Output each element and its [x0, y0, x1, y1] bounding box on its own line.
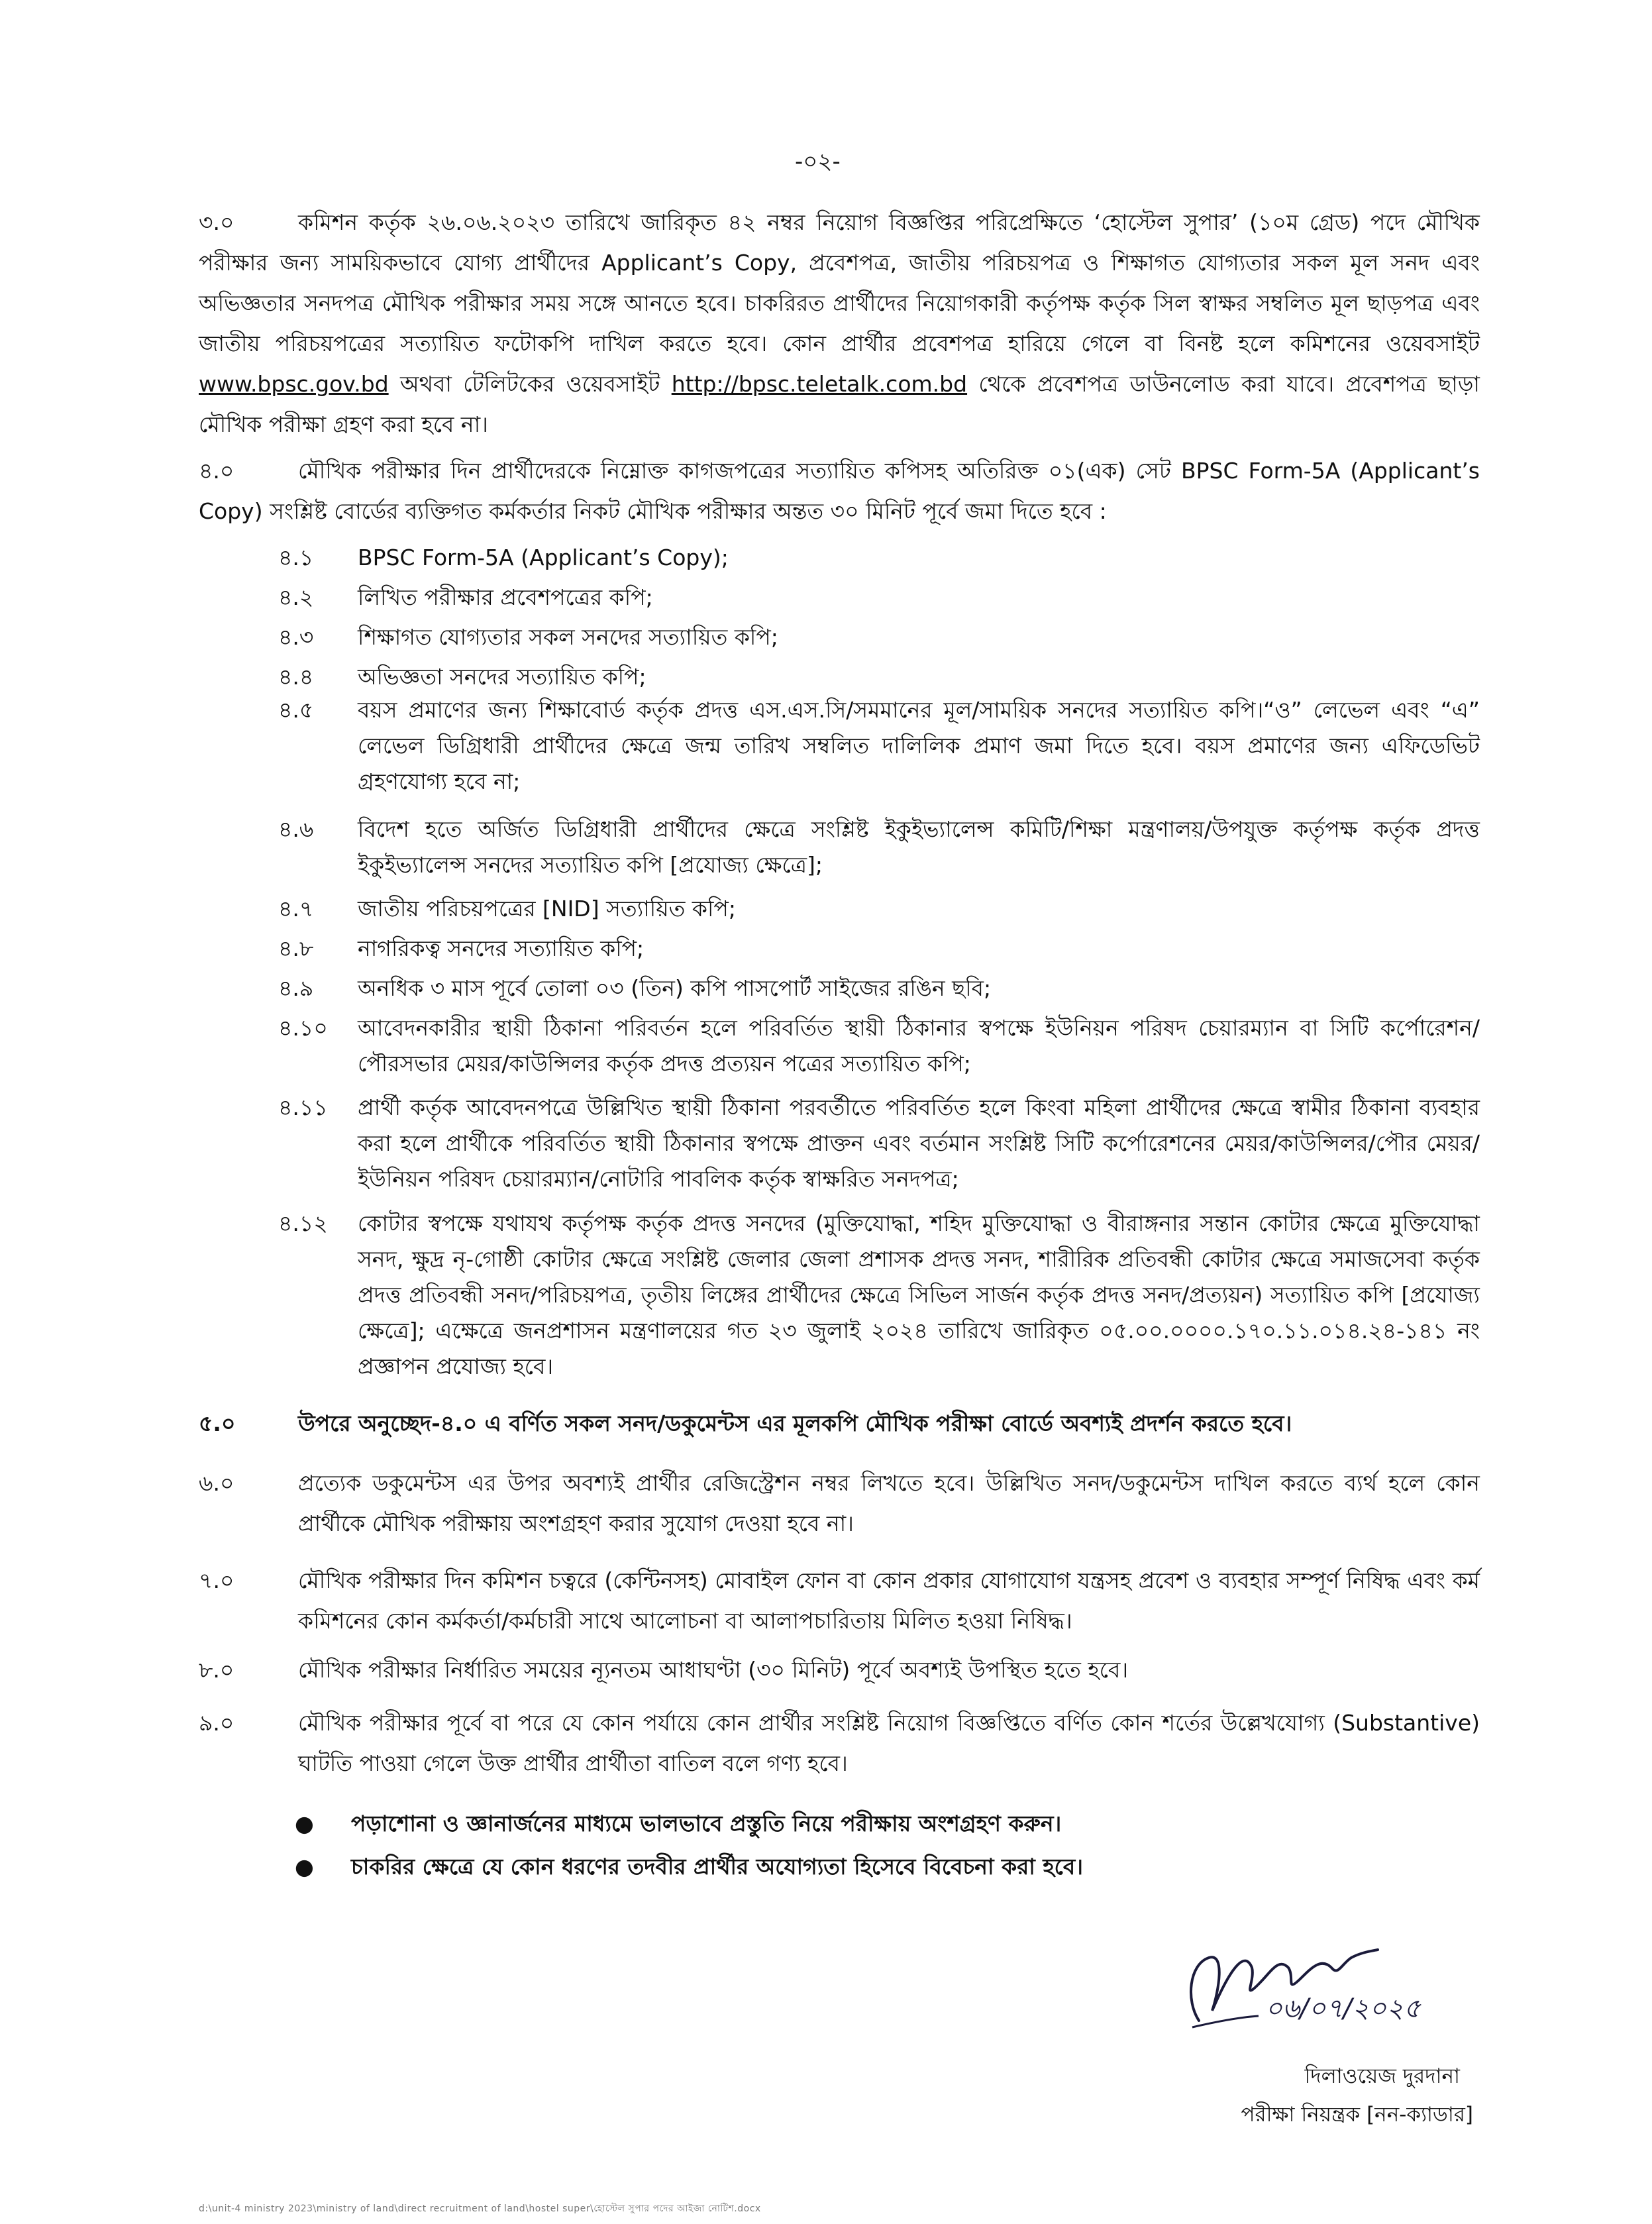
paragraph-text: মৌখিক পরীক্ষার পূর্বে বা পরে যে কোন পর্যায়ে কোন প্রার্থীর সংশ্লিষ্ট নিয়োগ বিজ্ঞপ্তিতে বর্ণিত কোন শর্তের উল্লেখযোগ্য (Substantive) ঘাটতি পাওয়া গেলে উক্ত প্রার্থীর প্রার্থীতা বাতিল বলে গণ্য হবে। — [298, 1710, 1480, 1776]
paragraph-4 — [199, 450, 1480, 531]
file-path-footer: d:\unit-4 ministry 2023\ministry of land\direct recruitment of land\hostel super\হোস্টেল সুপার পদের আইজা নোটিশ.docx — [199, 2203, 761, 2214]
paragraph-text: প্রত্যেক ডকুমেন্টস এর উপর অবশ্যই প্রার্থীর রেজিস্ট্রেশন নম্বর লিখতে হবে। উল্লিখিত সনদ/ডকুমেন্টস দাখিল করতে ব্যর্থ হলে কোন প্রার্থীকে মৌখিক পরীক্ষায় অংশগ্রহণ করার সুযোগ দেওয়া হবে না। — [298, 1470, 1480, 1536]
subitem-4-9 — [278, 971, 1480, 1006]
subitem-text: অভিজ্ঞতা সনদের সত্যায়িত কপি; — [358, 664, 646, 690]
subitem-4-3 — [278, 619, 1480, 655]
signature-date: ০৬/০৭/২০২৫ — [1265, 1993, 1421, 2024]
subitem-number: ৪.৬ — [278, 816, 314, 842]
paragraph-text: মৌখিক পরীক্ষার দিন কমিশন চত্বরে (কেন্টিনসহ) মোবাইল ফোন বা কোন প্রকার যোগাযোগ যন্ত্রসহ প্রবেশ ও ব্যবহার সম্পূর্ণ নিষিদ্ধ এবং কর্ম কমিশনের কোন কর্মকর্তা/কর্মচারী সাথে আলোচনা বা আলাপচারিতায় মিলিত হওয়া নিষিদ্ধ। — [298, 1567, 1480, 1634]
subitem-text: বিদেশ হতে অর্জিত ডিগ্রিধারী প্রার্থীদের ক্ষেত্রে সংশ্লিষ্ট ইকুইভ্যালেন্স কমিটি/শিক্ষা মন্ত্রণালয়/উপযুক্ত কর্তৃপক্ষ কর্তৃক প্রদত্ত ইকুইভ্যালেন্স সনদের সত্যায়িত কপি [প্রযোজ্য ক্ষেত্রে]; — [358, 816, 1480, 878]
paragraph-number: ৫.০ — [199, 1410, 236, 1436]
subitem-4-6 — [278, 812, 1480, 883]
paragraph-number: ৯.০ — [199, 1710, 234, 1736]
paragraph-text-mid: অথবা টেলিটকের ওয়েবসাইট — [400, 371, 660, 397]
subitem-number: ৪.৯ — [278, 975, 314, 1001]
subitem-text: নাগরিকত্ব সনদের সত্যায়িত কপি; — [358, 935, 645, 961]
signatory-name: দিলাওয়েজ দুরদানা — [1304, 2064, 1460, 2088]
bullet-text: পড়াশোনা ও জ্ঞানার্জনের মাধ্যমে ভালভাবে প্রস্তুতি নিয়ে পরীক্ষায় অংশগ্রহণ করুন। — [351, 1811, 1062, 1836]
subitem-4-7 — [278, 891, 1480, 927]
paragraph-number: ৭.০ — [199, 1567, 234, 1593]
paragraph-5 — [199, 1403, 1480, 1444]
paragraph-8 — [199, 1650, 1480, 1690]
subitem-number: ৪.২ — [278, 584, 314, 610]
paragraph-text-tail: থেকে প্রবেশপত্র ডাউনলোড করা যাবে। প্রবেশপত্র ছাড়া মৌখিক পরীক্ষা গ্রহণ করা হবে না। — [199, 371, 1480, 437]
paragraph-body — [199, 202, 1480, 445]
subitem-4-11 — [278, 1090, 1480, 1197]
subitem-text: লিখিত পরীক্ষার প্রবেশপত্রের কপি; — [358, 584, 653, 610]
bullet-icon: ● — [295, 1811, 314, 1836]
subitem-number: ৪.১০ — [278, 1015, 328, 1041]
paragraph-number: ৪.০ — [199, 458, 234, 484]
subitem-number: ৪.১২ — [278, 1210, 328, 1236]
subitem-text: বয়স প্রমাণের জন্য শিক্ষাবোর্ড কর্তৃক প্রদত্ত এস.এস.সি/সমমানের মূল/সাময়িক সনদের সত্যায়িত কপি।“ও” লেভেল এবং “এ” লেভেল ডিগ্রিধারী প্রার্থীদের ক্ষেত্রে জন্ম তারিখ সম্বলিত দালিলিক প্রমাণ জমা দিতে হবে। বয়স প্রমাণের জন্য এফিডেভিট গ্রহণযোগ্য হবে না; — [358, 697, 1480, 794]
subitem-number: ৪.৮ — [278, 935, 314, 961]
page-number: -০২- — [795, 148, 841, 175]
subitem-number: ৪.৫ — [278, 697, 314, 723]
bullet-item — [295, 1849, 1480, 1885]
subitem-4-5 — [278, 692, 1480, 800]
subitem-number: ৪.৩ — [278, 624, 314, 650]
subitem-4-1 — [278, 540, 1480, 576]
bpsc-website-link[interactable]: www.bpsc.gov.bd — [199, 371, 389, 397]
subitem-number: ৪.৭ — [278, 896, 314, 922]
paragraph-body: মৌখিক পরীক্ষার দিন প্রার্থীদেরকে নিম্নোক্ত কাগজপত্রের সত্যায়িত কপিসহ অতিরিক্ত ০১(এক) সেট BPSC Form-5A (Applicant’s Copy) সংশ্লিষ্ট বোর্ডের ব্যক্তিগত কর্মকর্তার নিকট মৌখিক পরীক্ষার অন্তত ৩০ মিনিট পূর্বে জমা দিতে হবে : — [199, 458, 1480, 524]
paragraph-7 — [199, 1560, 1480, 1641]
subitem-4-8 — [278, 931, 1480, 967]
subitem-4-12 — [278, 1206, 1480, 1385]
subitem-text: জাতীয় পরিচয়পত্রের [NID] সত্যায়িত কপি; — [358, 896, 736, 922]
paragraph-9 — [199, 1703, 1480, 1783]
paragraph-text: উপরে অনুচ্ছেদ-৪.০ এ বর্ণিত সকল সনদ/ডকুমেন্টস এর মূলকপি মৌখিক পরীক্ষা বোর্ডে অবশ্যই প্রদর্শন করতে হবে। — [298, 1410, 1292, 1436]
subitem-4-10 — [278, 1010, 1480, 1082]
subitem-text: প্রার্থী কর্তৃক আবেদনপত্রে উল্লিখিত স্থায়ী ঠিকানা পরবর্তীতে পরিবর্তিত হলে কিংবা মহিলা প্রার্থীদের ক্ষেত্রে স্বামীর ঠিকানা ব্যবহার করা হলে প্রার্থীকে পরিবর্তিত স্থায়ী ঠিকানার স্বপক্ষে প্রাক্তন এবং বর্তমান সংশ্লিষ্ট সিটি কর্পোরেশনের মেয়র/কাউন্সিলর/পৌর মেয়র/ইউনিয়ন পরিষদ চেয়ারম্যান/নোটারি পাবলিক কর্তৃক স্বাক্ষরিত সনদপত্র; — [358, 1094, 1480, 1192]
signature-image — [1172, 1938, 1517, 2037]
paragraph-3 — [199, 202, 1480, 445]
subitem-text: কোটার স্বপক্ষে যথাযথ কর্তৃপক্ষ কর্তৃক প্রদত্ত সনদের (মুক্তিযোদ্ধা, শহিদ মুক্তিযোদ্ধা ও বীরাঙ্গনার সন্তান কোটার ক্ষেত্রে মুক্তিযোদ্ধা সনদ, ক্ষুদ্র নৃ-গোষ্ঠী কোটার ক্ষেত্রে সংশ্লিষ্ট জেলার জেলা প্রশাসক প্রদত্ত সনদ, শারীরিক প্রতিবন্ধী কোটার ক্ষেত্রে সমাজসেবা কর্তৃক প্রদত্ত প্রতিবন্ধী সনদ/পরিচয়পত্র, তৃতীয় লিঙ্গের প্রার্থীদের ক্ষেত্রে সিভিল সার্জন কর্তৃক প্রদত্ত সনদ/প্রত্যয়ন) সত্যায়িত কপি [প্রযোজ্য ক্ষেত্রে]; এক্ষেত্রে জনপ্রশাসন মন্ত্রণালয়ের গত ২৩ জুলাই ২০২৪ তারিখে জারিকৃত ০৫.০০.০০০০.১৭০.১১.০১৪.২৪-১৪১ নং প্রজ্ঞাপন প্রযোজ্য হবে। — [358, 1210, 1480, 1379]
subitem-number: ৪.১১ — [278, 1094, 328, 1120]
subitem-number: ৪.৪ — [278, 664, 314, 690]
subitem-text: BPSC Form-5A (Applicant’s Copy); — [358, 545, 729, 570]
paragraph-text: মৌখিক পরীক্ষার নির্ধারিত সময়ের ন্যূনতম আধাঘণ্টা (৩০ মিনিট) পূর্বে অবশ্যই উপস্থিত হতে হবে। — [298, 1657, 1129, 1683]
paragraph-number: ৬.০ — [199, 1470, 234, 1496]
teletalk-website-link[interactable]: http://bpsc.teletalk.com.bd — [671, 371, 968, 397]
subitem-text: আবেদনকারীর স্থায়ী ঠিকানা পরিবর্তন হলে পরিবর্তিত স্থায়ী ঠিকানার স্বপক্ষে ইউনিয়ন পরিষদ চেয়ারম্যান বা সিটি কর্পোরেশন/পৌরসভার মেয়র/কাউন্সিলর কর্তৃক প্রদত্ত প্রত্যয়ন পত্রের সত্যায়িত কপি; — [358, 1015, 1480, 1077]
bullet-icon: ● — [295, 1854, 314, 1880]
subitem-4-4 — [278, 659, 1480, 695]
paragraph-number: ৮.০ — [199, 1657, 234, 1683]
paragraph-6 — [199, 1463, 1480, 1544]
subitem-text: অনধিক ৩ মাস পূর্বে তোলা ০৩ (তিন) কপি পাসপোর্ট সাইজের রঙিন ছবি; — [358, 975, 992, 1001]
bullet-text: চাকরির ক্ষেত্রে যে কোন ধরণের তদবীর প্রার্থীর অযোগ্যতা হিসেবে বিবেচনা করা হবে। — [351, 1854, 1084, 1880]
bullet-item — [295, 1806, 1480, 1842]
paragraph-number: ৩.০ — [199, 209, 234, 235]
subitem-4-2 — [278, 580, 1480, 615]
signatory-title: পরীক্ষা নিয়ন্ত্রক [নন-ক্যাডার] — [1241, 2103, 1473, 2127]
subitem-text: শিক্ষাগত যোগ্যতার সকল সনদের সত্যায়িত কপি; — [358, 624, 778, 650]
paragraph-text: কমিশন কর্তৃক ২৬.০৬.২০২৩ তারিখে জারিকৃত ৪২ নম্বর নিয়োগ বিজ্ঞপ্তির পরিপ্রেক্ষিতে ‘হোস্টেল সুপার’ (১০ম গ্রেড) পদে মৌখিক পরীক্ষার জন্য সাময়িকভাবে যোগ্য প্রার্থীদের Applicant’s Copy, প্রবেশপত্র, জাতীয় পরিচয়পত্র ও শিক্ষাগত যোগ্যতার সকল মূল সনদ এবং অভিজ্ঞতার সনদপত্র মৌখিক পরীক্ষার সময় সঙ্গে আনতে হবে। চাকরিরত প্রার্থীদের নিয়োগকারী কর্তৃপক্ষ কর্তৃক সিল স্বাক্ষর সম্বলিত মূল ছাড়পত্র এবং জাতীয় পরিচয়পত্রের সত্যায়িত ফটোকপি দাখিল করতে হবে। কোন প্রার্থীর প্রবেশপত্র হারিয়ে গেলে বা বিনষ্ট হলে কমিশনের ওয়েবসাইট — [199, 209, 1480, 356]
subitem-number: ৪.১ — [278, 545, 314, 570]
